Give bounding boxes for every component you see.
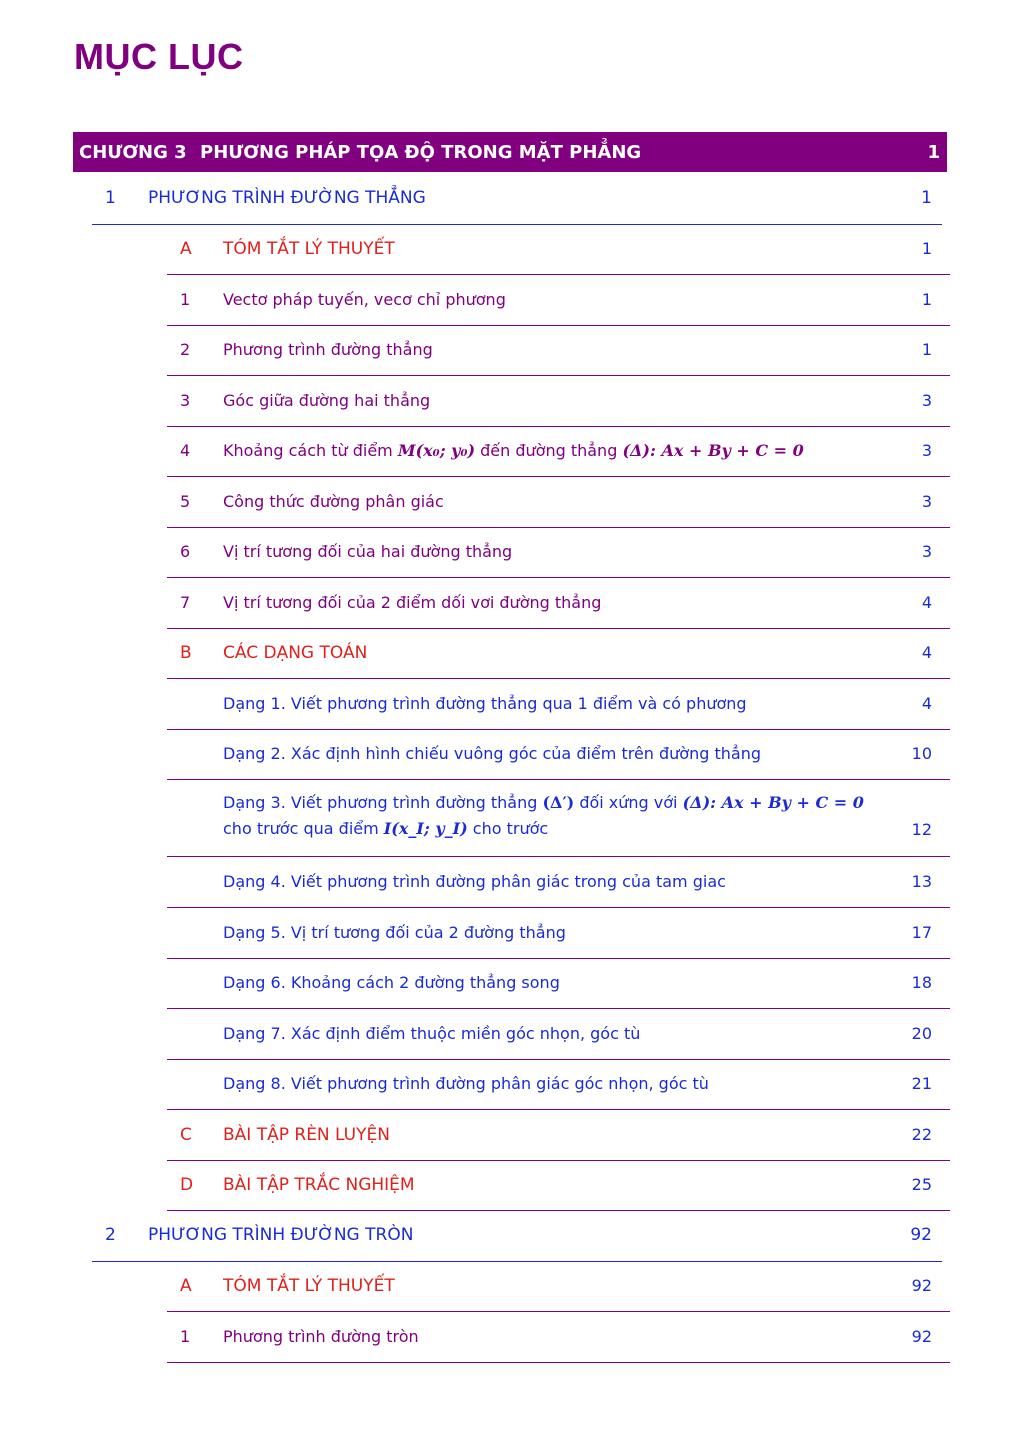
section-number: 2 [105,1225,116,1245]
section-title: PHƯƠNG TRÌNH ĐƯỜNG TRÒN [148,1225,414,1245]
item-title-text: Khoảng cách từ điểm [223,441,398,460]
item-title: Công thức đường phân giác [223,492,444,511]
toc-dang-7[interactable] [167,1009,950,1060]
item-page: 3 [921,492,932,511]
dang-title: Dạng 8. Viết phương trình đường phân giác góc nhọn, góc tù [223,1074,709,1093]
math-line-equation: (Δ): Ax + By + C = 0 [682,793,864,812]
toc-dang-2[interactable] [167,729,950,780]
item-page: 4 [921,593,932,612]
section-title: PHƯƠNG TRÌNH ĐƯỜNG THẲNG [148,188,426,208]
subsection-title: BÀI TẬP RÈN LUYỆN [223,1125,390,1145]
toc-item-1a7[interactable] [167,578,950,629]
dang-page: 18 [911,973,932,992]
chapter-title: PHƯƠNG PHÁP TỌA ĐỘ TRONG MẶT PHẲNG [200,142,642,163]
subsection-title: TÓM TẮT LÝ THUYẾT [223,1276,395,1296]
toc-subsection-1b[interactable] [167,628,950,679]
item-page: 1 [921,290,932,309]
page-title: MỤC LỤC [74,36,244,77]
subsection-title: BÀI TẬP TRẮC NGHIỆM [223,1175,415,1195]
subsection-letter: B [180,643,192,663]
math-line-equation: (Δ): Ax + By + C = 0 [622,441,804,460]
subsection-letter: A [180,1276,192,1296]
toc-item-1a3[interactable] [167,376,950,427]
dang-title [223,790,923,842]
toc-section-2[interactable] [92,1211,942,1262]
item-page: 92 [911,1327,932,1346]
toc-subsection-1d[interactable] [167,1160,950,1211]
toc-item-1a1[interactable] [167,275,950,326]
toc-subsection-1a[interactable] [167,224,950,275]
dang-title-text: cho trước qua điểm [223,819,384,838]
item-number: 1 [180,1327,191,1346]
toc-dang-8[interactable] [167,1059,950,1110]
toc-dang-5[interactable] [167,908,950,959]
dang-title-text: đối xứng với [574,793,683,812]
toc-dang-1[interactable] [167,679,950,730]
toc-item-1a4[interactable] [167,426,950,477]
section-page: 92 [910,1225,932,1245]
subsection-title: CÁC DẠNG TOÁN [223,643,368,663]
toc-item-1a5[interactable] [167,477,950,528]
toc-dang-6[interactable] [167,958,950,1009]
dang-page: 20 [911,1024,932,1043]
item-title: Góc giữa đường hai thẳng [223,391,431,410]
toc-dang-4[interactable] [167,857,950,908]
subsection-title: TÓM TẮT LÝ THUYẾT [223,239,395,259]
item-number: 4 [180,441,191,460]
dang-title: Dạng 2. Xác định hình chiếu vuông góc của điểm trên đường thẳng [223,744,761,763]
item-title: Phương trình đường thẳng [223,340,433,359]
dang-page: 21 [911,1074,932,1093]
item-number: 5 [180,492,191,511]
item-title [223,438,804,464]
dang-title: Dạng 5. Vị trí tương đối của 2 đường thẳng [223,923,566,942]
item-page: 3 [921,542,932,561]
item-number: 6 [180,542,191,561]
subsection-page: 92 [911,1276,932,1295]
toc-section-1[interactable] [92,174,942,225]
toc-subsection-1c[interactable] [167,1110,950,1161]
dang-title-text: Dạng 3. Viết phương trình đường thẳng [223,793,543,812]
toc-item-1a6[interactable] [167,527,950,578]
subsection-page: 22 [911,1125,932,1144]
dang-page: 10 [911,744,932,763]
section-number: 1 [105,188,116,208]
dang-page: 17 [911,923,932,942]
subsection-letter: D [180,1175,194,1195]
item-page: 3 [921,391,932,410]
toc-item-1a2[interactable] [167,325,950,376]
chapter-heading[interactable] [73,132,947,172]
item-page: 3 [921,441,932,460]
dang-title: Dạng 7. Xác định điểm thuộc miền góc nhọn, góc tù [223,1024,641,1043]
dang-title: Dạng 1. Viết phương trình đường thẳng qua 1 điểm và có phương [223,694,747,713]
math-delta-prime: (Δ′) [542,793,575,812]
item-number: 2 [180,340,191,359]
toc-item-2a1[interactable] [167,1312,950,1363]
subsection-page: 4 [921,643,932,662]
dang-page: 12 [911,820,932,839]
item-number: 1 [180,290,191,309]
chapter-page: 1 [927,142,940,163]
item-title: Vectơ pháp tuyến, vecơ chỉ phương [223,290,506,309]
dang-title: Dạng 6. Khoảng cách 2 đường thẳng song [223,973,560,992]
item-number: 3 [180,391,191,410]
item-title-text: đến đường thẳng [475,441,623,460]
item-title: Vị trí tương đối của hai đường thẳng [223,542,513,561]
item-title: Phương trình đường tròn [223,1327,419,1346]
item-number: 7 [180,593,191,612]
dang-title: Dạng 4. Viết phương trình đường phân giác trong của tam giac [223,872,726,891]
toc-dang-3[interactable] [167,780,950,857]
dang-title-text: cho trước [467,819,549,838]
toc-subsection-2a[interactable] [167,1261,950,1312]
subsection-letter: A [180,239,192,259]
subsection-page: 1 [921,239,932,258]
section-page: 1 [921,188,932,208]
dang-page: 13 [911,872,932,891]
math-point-i: I(x_I; y_I) [383,819,468,838]
dang-page: 4 [921,694,932,713]
item-page: 1 [921,340,932,359]
subsection-letter: C [180,1125,192,1145]
subsection-page: 25 [911,1175,932,1194]
chapter-number: CHƯƠNG 3 [79,142,187,163]
item-title: Vị trí tương đối của 2 điểm dối vơi đường thẳng [223,593,602,612]
math-point-m: M(x₀; y₀) [397,441,476,460]
